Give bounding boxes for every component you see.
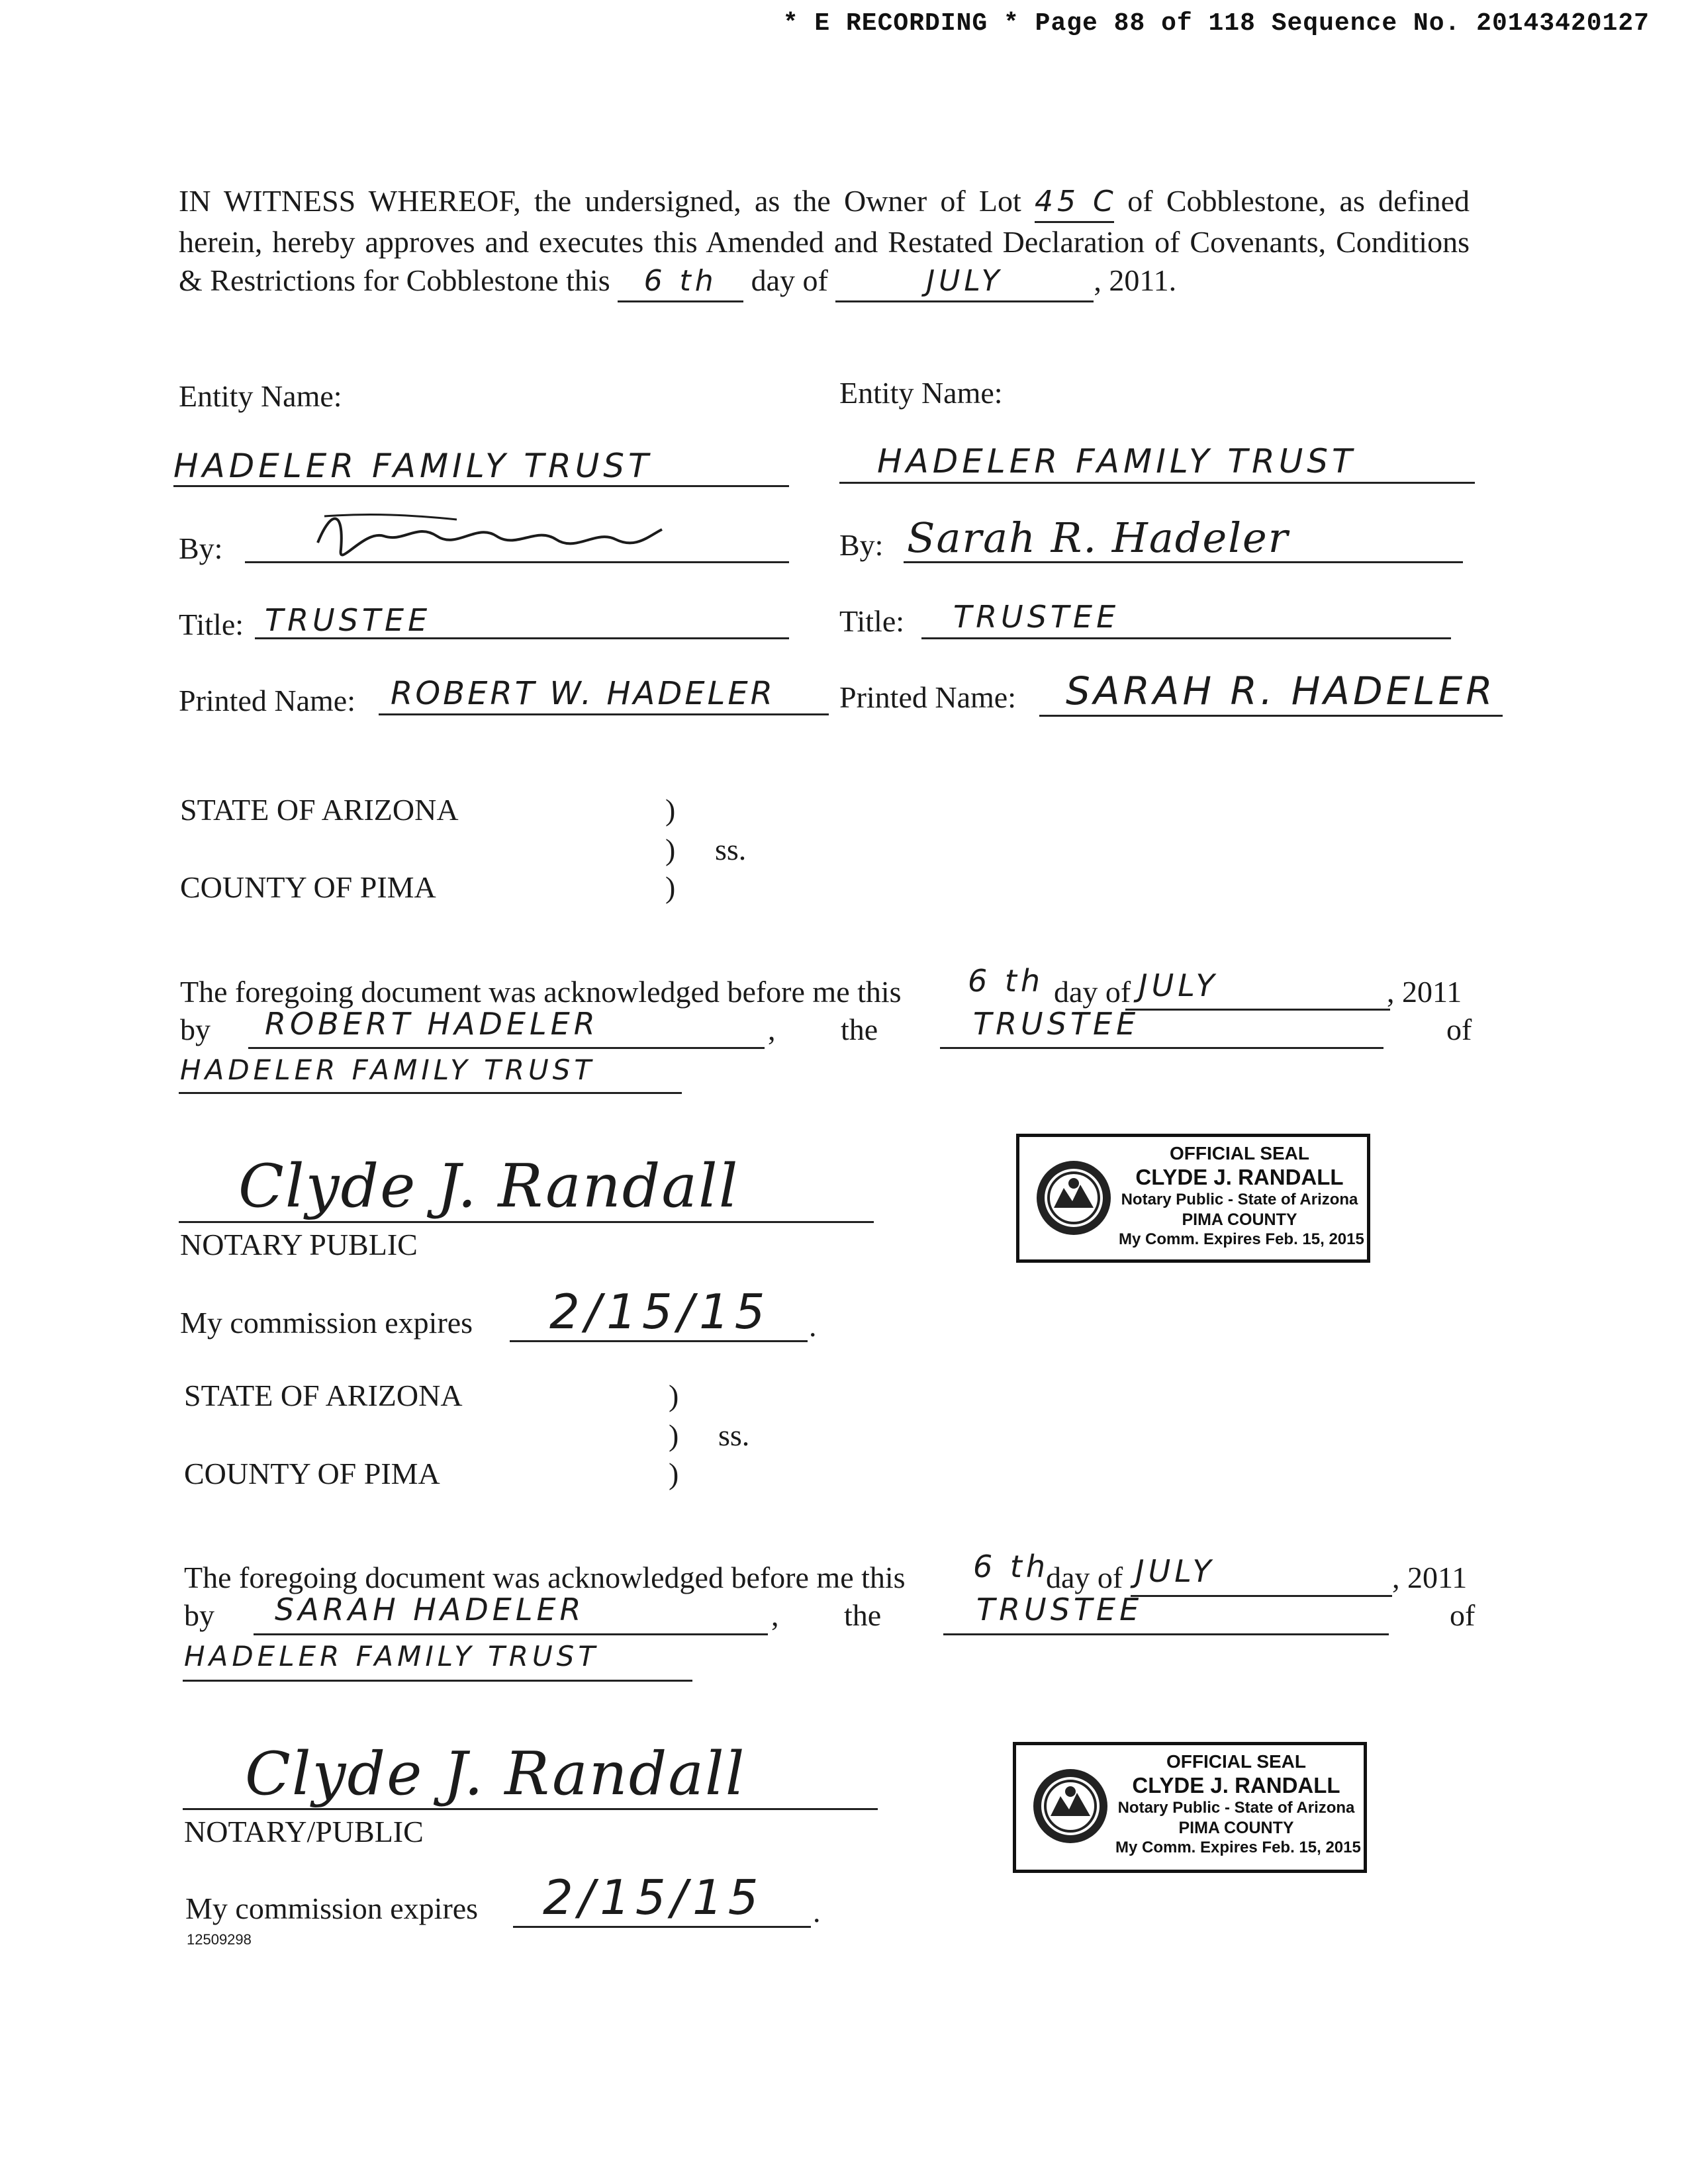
seal2-line2: CLYDE J. RANDALL — [1132, 1773, 1340, 1797]
ack1-month: JULY — [1139, 968, 1219, 1003]
left-title-value: TRUSTEE — [265, 602, 432, 638]
lot-number: 45 C — [1035, 185, 1117, 218]
ack1-text-1: The foregoing document was acknowledged before me this — [180, 975, 902, 1009]
seal2-line5: My Comm. Expires Feb. 15, 2015 — [1115, 1839, 1361, 1856]
notary2-signature: Clyde J. Randall — [245, 1739, 746, 1809]
notary2-expires-line — [513, 1926, 811, 1928]
ack1-year: , 2011 — [1387, 975, 1462, 1009]
venue2-ss: ss. — [718, 1418, 750, 1452]
notary2-period: . — [813, 1895, 821, 1929]
ack1-entity-line — [179, 1092, 682, 1094]
notary2-label: NOTARY/PUBLIC — [184, 1815, 424, 1848]
ack2-name: SARAH HADELER — [275, 1592, 585, 1627]
venue1-paren-2: ) — [665, 833, 676, 866]
seal1-line2: CLYDE J. RANDALL — [1135, 1165, 1344, 1189]
seal2-line3: Notary Public - State of Arizona — [1117, 1799, 1355, 1817]
ack1-month-line — [1125, 1009, 1390, 1011]
witness-month: JULY — [926, 264, 1004, 298]
venue2-paren-1: ) — [669, 1379, 679, 1412]
right-title-line — [921, 637, 1451, 639]
right-title-label: Title: — [839, 604, 905, 638]
ack2-role: TRUSTEE — [976, 1592, 1143, 1627]
left-by-line — [245, 561, 789, 563]
ack2-name-line — [254, 1633, 768, 1635]
venue2-paren-3: ) — [669, 1457, 679, 1490]
venue2-county: COUNTY OF PIMA — [184, 1457, 440, 1490]
notary1-period: . — [809, 1309, 817, 1343]
left-printed-line — [379, 713, 829, 715]
notary2-expires-value: 2/15/15 — [543, 1870, 764, 1925]
venue1-ss: ss. — [715, 833, 747, 866]
venue2-state: STATE OF ARIZONA — [184, 1379, 463, 1412]
document-number: 12509298 — [187, 1931, 252, 1948]
lot-number-field — [1035, 182, 1117, 223]
witness-text-2: of Cobblestone, as defined herein, hereby approves and executes this Amended and Restated Declaration of Covenants, Conditions & Restrictions for Cobblestone this — [179, 184, 1470, 297]
ack2-by: by — [184, 1598, 214, 1632]
seal1-line3: Notary Public - State of Arizona — [1121, 1191, 1358, 1208]
ack2-role-line — [943, 1633, 1389, 1635]
witness-text-1: IN WITNESS WHEREOF, the undersigned, as the Owner of Lot — [179, 184, 1021, 218]
ack1-day: 6 th — [968, 963, 1045, 999]
witness-day: 6 th — [643, 264, 718, 298]
ack2-day: 6 th — [973, 1549, 1050, 1584]
left-entity-line — [173, 485, 789, 487]
ack2-text-2: day of — [1046, 1561, 1123, 1594]
witness-day-field — [618, 261, 743, 302]
notary2-sign-line — [183, 1808, 878, 1810]
right-printed-line — [1039, 715, 1503, 717]
notary2-expires-label: My commission expires — [185, 1891, 479, 1925]
right-entity-value: HADELER FAMILY TRUST — [877, 442, 1356, 480]
right-by-line — [904, 561, 1463, 563]
seal1-text — [1119, 1142, 1364, 1250]
right-title-value: TRUSTEE — [953, 599, 1120, 635]
ack2-month-line — [1131, 1595, 1392, 1597]
seal2-text — [1115, 1751, 1361, 1858]
ack1-the: the — [841, 1013, 878, 1046]
notary1-expires-label: My commission expires — [180, 1306, 473, 1340]
notary-seal-1 — [1016, 1134, 1370, 1263]
ack1-entity: HADELER FAMILY TRUST — [180, 1054, 595, 1086]
left-title-line — [255, 637, 789, 639]
notary1-expires-line — [510, 1340, 808, 1342]
left-title-label: Title: — [179, 608, 244, 641]
ack2-entity: HADELER FAMILY TRUST — [184, 1640, 599, 1672]
notary1-signature: Clyde J. Randall — [238, 1152, 739, 1221]
left-printed-label: Printed Name: — [179, 684, 355, 717]
notary1-label: NOTARY PUBLIC — [180, 1228, 418, 1261]
venue2-paren-2: ) — [669, 1418, 679, 1452]
right-by-signature: Sarah R. Hadeler — [907, 514, 1289, 562]
venue1-county: COUNTY OF PIMA — [180, 870, 436, 904]
ack1-comma: , — [768, 1013, 776, 1046]
ack1-of: of — [1446, 1013, 1472, 1046]
recording-header: * E RECORDING * Page 88 of 118 Sequence No. 20143420127 — [782, 9, 1650, 38]
seal2-line4: PIMA COUNTY — [1178, 1819, 1294, 1837]
witness-month-field — [835, 261, 1094, 302]
arizona-state-seal-icon — [1031, 1766, 1110, 1846]
left-by-label: By: — [179, 531, 223, 565]
left-printed-value: ROBERT W. HADELER — [391, 675, 776, 712]
witness-paragraph — [179, 182, 1470, 302]
notary1-sign-line — [179, 1221, 874, 1223]
ack1-text-2: day of — [1054, 975, 1131, 1009]
robert-hadeler-signature — [305, 503, 675, 576]
left-entity-label: Entity Name: — [179, 379, 342, 413]
seal2-line1: OFFICIAL SEAL — [1166, 1751, 1307, 1772]
seal1-line5: My Comm. Expires Feb. 15, 2015 — [1119, 1230, 1364, 1248]
right-entity-label: Entity Name: — [839, 376, 1003, 410]
notary-seal-2 — [1013, 1742, 1367, 1873]
right-printed-value: SARAH R. HADELER — [1066, 668, 1496, 713]
ack2-the: the — [844, 1598, 882, 1632]
ack2-text-1: The foregoing document was acknowledged before me this — [184, 1561, 906, 1594]
right-entity-line — [839, 482, 1475, 484]
right-by-label: By: — [839, 528, 884, 562]
left-entity-value: HADELER FAMILY TRUST — [173, 447, 653, 485]
venue1-state: STATE OF ARIZONA — [180, 793, 459, 827]
venue1-paren-1: ) — [665, 793, 676, 827]
right-printed-label: Printed Name: — [839, 680, 1016, 714]
ack1-name-line — [248, 1047, 765, 1049]
ack2-comma: , — [771, 1598, 779, 1632]
venue1-paren-3: ) — [665, 870, 676, 904]
seal1-line1: OFFICIAL SEAL — [1169, 1143, 1310, 1163]
ack2-month: JULY — [1135, 1553, 1215, 1589]
notary1-expires-value: 2/15/15 — [549, 1284, 771, 1340]
seal1-line4: PIMA COUNTY — [1182, 1210, 1297, 1229]
ack2-of: of — [1450, 1598, 1476, 1632]
witness-text-3: day of — [751, 263, 828, 297]
ack2-year: , 2011 — [1392, 1561, 1468, 1594]
arizona-state-seal-icon — [1034, 1158, 1113, 1238]
ack1-role: TRUSTEE — [973, 1006, 1140, 1042]
ack1-by: by — [180, 1013, 211, 1046]
ack1-role-line — [940, 1047, 1383, 1049]
ack1-name: ROBERT HADELER — [265, 1006, 599, 1042]
ack2-entity-line — [183, 1680, 692, 1682]
witness-text-4: , 2011. — [1094, 263, 1177, 297]
